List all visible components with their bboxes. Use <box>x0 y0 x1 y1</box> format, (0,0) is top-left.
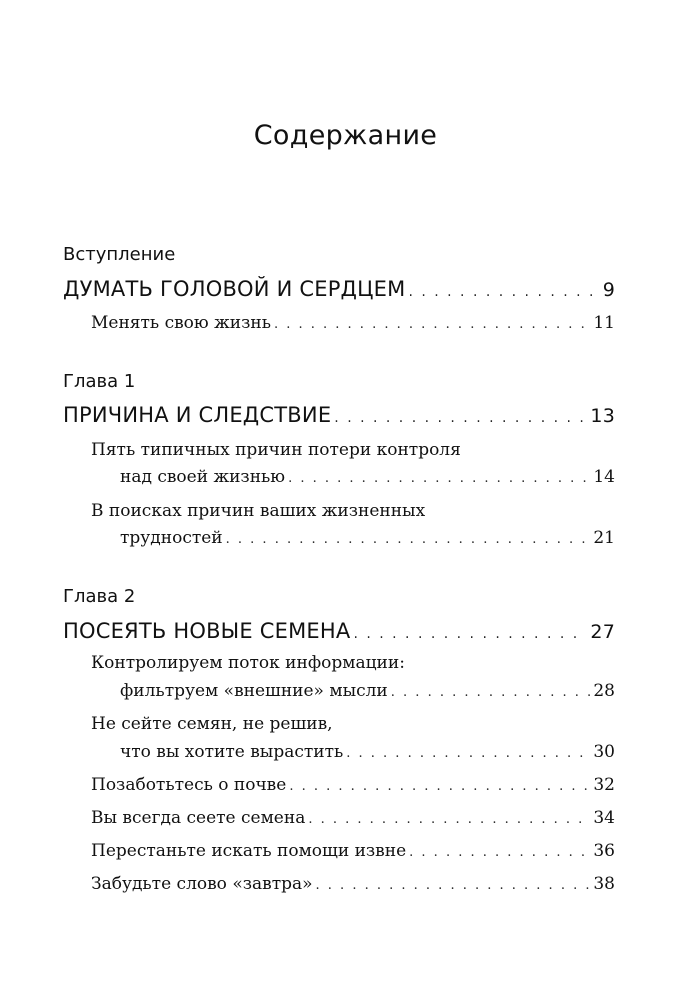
toc-page-number: 28 <box>593 681 615 701</box>
toc-entry-chapter2-major[interactable] <box>63 619 615 643</box>
section-label-chapter2: Глава 2 <box>63 586 136 607</box>
toc-entry-title: ПРИЧИНА И СЛЕДСТВИЕ <box>63 403 332 427</box>
toc-entry-title: что вы хотите вырастить <box>120 742 344 762</box>
toc-page-number: 14 <box>593 467 615 487</box>
dot-leader <box>346 746 590 761</box>
toc-page-number: 11 <box>593 313 615 333</box>
toc-entry-title: Менять свою жизнь <box>91 313 271 333</box>
dot-leader <box>274 317 590 332</box>
dot-leader <box>288 471 590 486</box>
toc-entry-chapter2-6[interactable] <box>91 874 615 894</box>
toc-page-number: 36 <box>593 841 615 861</box>
toc-page-number: 27 <box>590 621 615 643</box>
toc-entry-chapter1-major[interactable] <box>63 403 615 427</box>
toc-page-number: 32 <box>593 775 615 795</box>
toc-entry-title: над своей жизнью <box>120 467 286 487</box>
dot-leader <box>334 410 587 426</box>
toc-entry-chapter2-1-line1[interactable]: Контролируем поток информации: <box>91 653 405 673</box>
toc-entry-chapter1-1-line1[interactable]: Пять типичных причин потери контроля <box>91 440 461 460</box>
toc-page-number: 38 <box>593 874 615 894</box>
toc-entry-title: Вы всегда сеете семена <box>91 808 306 828</box>
toc-entry-chapter2-3[interactable] <box>91 775 615 795</box>
toc-entry-chapter2-5[interactable] <box>91 841 615 861</box>
section-label-intro: Вступление <box>63 244 176 265</box>
toc-entry-title: Позаботьтесь о почве <box>91 775 287 795</box>
toc-entry-title: фильтруем «внешние» мысли <box>120 681 388 701</box>
toc-entry-chapter1-2-line1[interactable]: В поисках причин ваших жизненных <box>91 501 426 521</box>
section-label-chapter1: Глава 1 <box>63 371 136 392</box>
toc-entry-title: ДУМАТЬ ГОЛОВОЙ И СЕРДЦЕМ <box>63 277 406 301</box>
toc-entry-chapter1-2[interactable] <box>120 528 615 548</box>
toc-page-number: 21 <box>593 528 615 548</box>
dot-leader <box>409 845 590 860</box>
dot-leader <box>391 685 591 700</box>
toc-entry-chapter2-1[interactable] <box>120 681 615 701</box>
toc-page-number: 9 <box>602 279 615 301</box>
toc-entry-chapter2-2-line1[interactable]: Не сейте семян, не решив, <box>91 714 333 734</box>
dot-leader <box>308 812 590 827</box>
dot-leader <box>226 532 591 547</box>
dot-leader <box>353 626 587 642</box>
toc-entry-chapter1-1[interactable] <box>120 467 615 487</box>
toc-entry-title: Перестаньте искать помощи извне <box>91 841 407 861</box>
toc-entry-chapter2-4[interactable] <box>91 808 615 828</box>
toc-page-number: 13 <box>590 405 615 427</box>
toc-entry-intro-1[interactable] <box>91 313 615 333</box>
dot-leader <box>408 284 599 300</box>
page-title: Содержание <box>253 120 438 151</box>
toc-entry-title: Забудьте слово «завтра» <box>91 874 313 894</box>
toc-entry-title: ПОСЕЯТЬ НОВЫЕ СЕМЕНА <box>63 619 351 643</box>
toc-page-number: 30 <box>593 742 615 762</box>
toc-page-number: 34 <box>593 808 615 828</box>
dot-leader <box>316 878 591 893</box>
toc-entry-intro-major[interactable] <box>63 277 615 301</box>
toc-entry-chapter2-2[interactable] <box>120 742 615 762</box>
toc-entry-title: трудностей <box>120 528 223 548</box>
dot-leader <box>289 779 590 794</box>
